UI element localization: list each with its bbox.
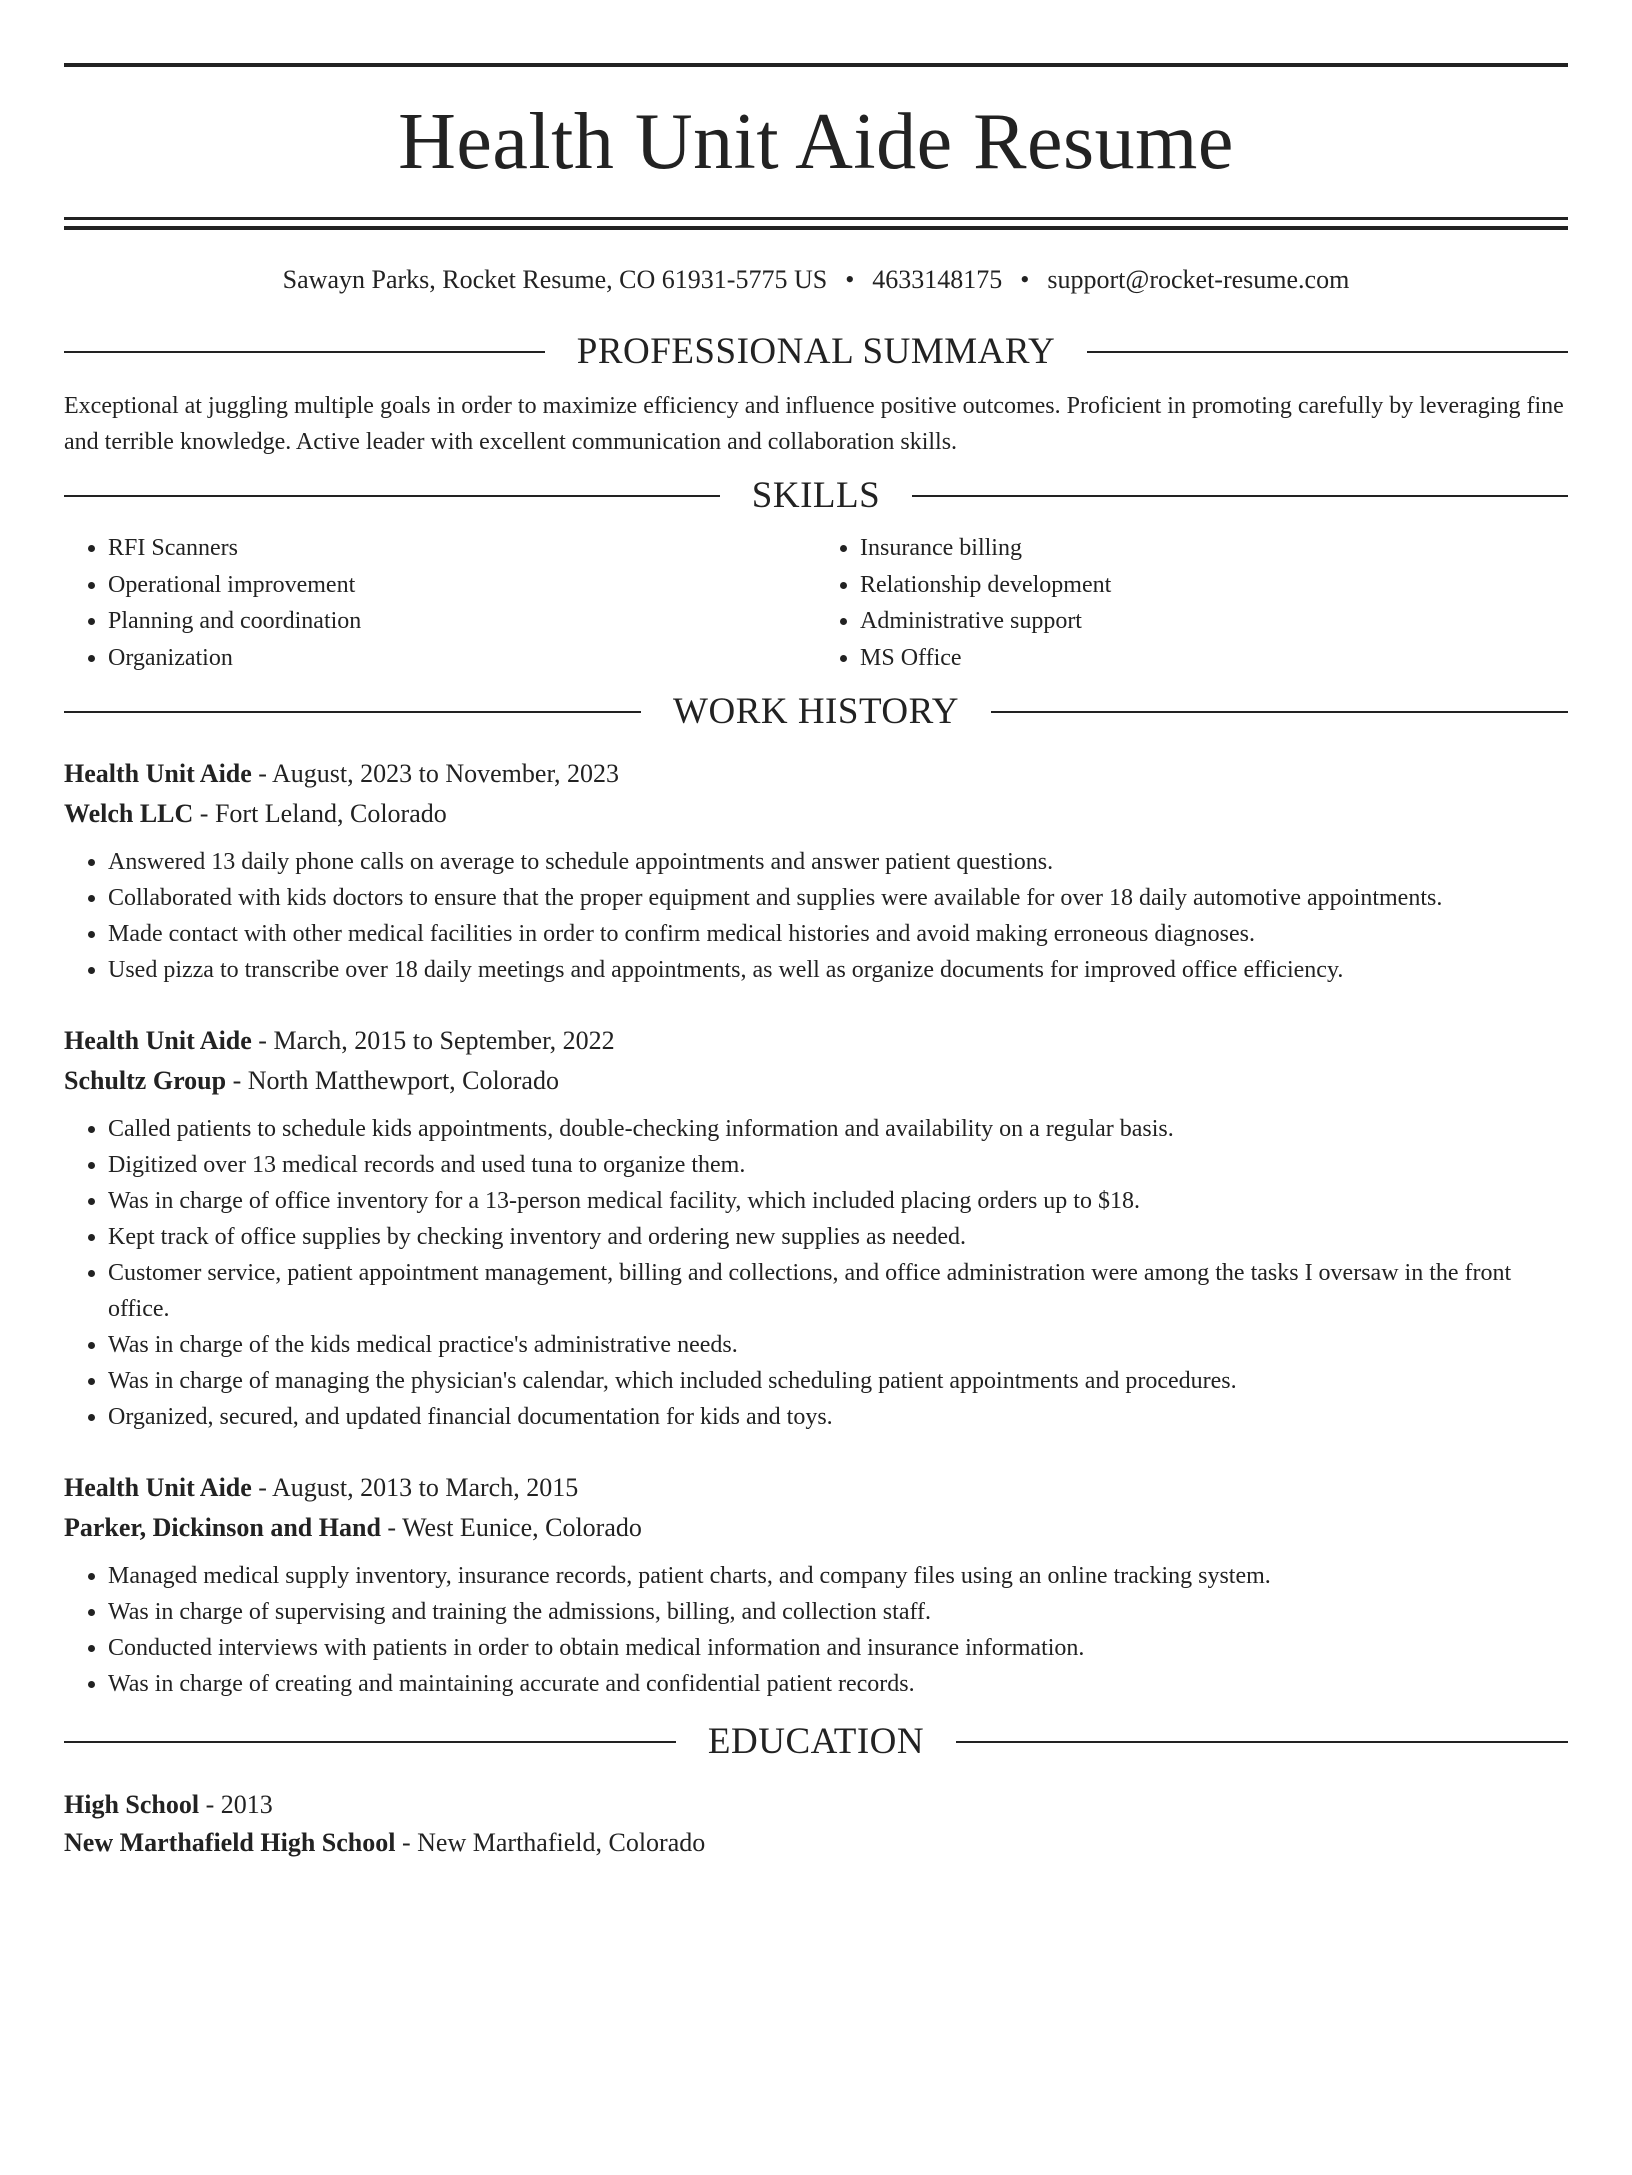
job-bullet: • Kept track of office supplies by checking inventory and ordering new supplies as needed. <box>108 1219 1568 1255</box>
skills-column-right <box>816 530 1568 676</box>
job-bullet: • Was in charge of creating and maintaining accurate and confidential patient records. <box>108 1666 1568 1702</box>
section-title-skills: SKILLS <box>751 475 881 516</box>
job-company: Schultz Group <box>64 1066 227 1095</box>
education-entry <box>64 1786 1568 1862</box>
section-title-work: WORK HISTORY <box>673 691 959 732</box>
job-bullet: • Digitized over 13 medical records and used tuna to organize them. <box>108 1147 1568 1183</box>
section-rule <box>956 1741 1568 1743</box>
job-company-line <box>64 1061 1568 1101</box>
job-bullet: • Collaborated with kids doctors to ensure that the proper equipment and supplies were available for over 18 daily automotive appointments. <box>108 880 1568 916</box>
section-rule <box>64 495 720 497</box>
job-title-line <box>64 1468 1568 1508</box>
top-rule <box>64 63 1568 67</box>
section-rule <box>991 711 1568 713</box>
skill-item: • Planning and coordination <box>108 603 816 640</box>
skill-item: • RFI Scanners <box>108 530 816 567</box>
education-school: New Marthafield High School <box>64 1828 396 1857</box>
job-bullet: • Was in charge of supervising and training the admissions, billing, and collection staff. <box>108 1594 1568 1630</box>
job-company-line <box>64 794 1568 834</box>
job-bullets <box>64 844 1568 988</box>
education-degree: High School <box>64 1790 200 1819</box>
job-bullet: • Conducted interviews with patients in order to obtain medical information and insurance information. <box>108 1630 1568 1666</box>
job-entry <box>64 1021 1568 1435</box>
section-header-skills <box>64 474 1568 518</box>
section-rule <box>64 351 545 353</box>
skill-item: • Relationship development <box>860 567 1568 604</box>
summary-text: Exceptional at juggling multiple goals in order to maximize efficiency and influence positive outcomes. Proficient in promoting carefully by leveraging fine and terrible knowledge. Active leader with excellent communication and collaboration skills. <box>64 393 1564 455</box>
education-year: - 2013 <box>199 1790 273 1819</box>
education-degree-line <box>64 1786 1568 1824</box>
contact-email: support@rocket-resume.com <box>1047 265 1350 294</box>
job-bullet: • Was in charge of office inventory for a 13-person medical facility, which included placing orders up to $18. <box>108 1183 1568 1219</box>
contact-separator: • <box>1020 265 1030 294</box>
job-dates: - March, 2015 to September, 2022 <box>251 1026 615 1055</box>
section-rule <box>912 495 1568 497</box>
job-bullet: • Answered 13 daily phone calls on average to schedule appointments and answer patient questions. <box>108 844 1568 880</box>
contact-separator: • <box>845 265 855 294</box>
job-bullet: • Was in charge of the kids medical practice's administrative needs. <box>108 1327 1568 1363</box>
job-bullets <box>64 1111 1568 1435</box>
contact-line <box>64 264 1568 296</box>
job-location: - West Eunice, Colorado <box>380 1513 642 1542</box>
job-entry <box>64 754 1568 988</box>
education-location: - New Marthafield, Colorado <box>395 1828 706 1857</box>
job-title-line <box>64 754 1568 794</box>
skill-item: • Operational improvement <box>108 567 816 604</box>
job-bullet: • Called patients to schedule kids appointments, double-checking information and availability on a regular basis. <box>108 1111 1568 1147</box>
job-bullet: • Used pizza to transcribe over 18 daily meetings and appointments, as well as organize documents for improved office efficiency. <box>108 952 1568 988</box>
job-company-line <box>64 1508 1568 1548</box>
job-bullet: • Customer service, patient appointment management, billing and collections, and office administration were among the tasks I oversaw in the front office. <box>108 1255 1568 1327</box>
section-header-education <box>64 1720 1568 1764</box>
skills-list <box>64 530 1568 676</box>
job-location: - Fort Leland, Colorado <box>193 799 447 828</box>
contact-address: Sawayn Parks, Rocket Resume, CO 61931-5775 US <box>282 265 828 294</box>
job-location: - North Matthewport, Colorado <box>226 1066 559 1095</box>
job-company: Parker, Dickinson and Hand <box>64 1513 381 1542</box>
job-bullet: • Organized, secured, and updated financial documentation for kids and toys. <box>108 1399 1568 1435</box>
skill-item: • Administrative support <box>860 603 1568 640</box>
section-rule <box>64 711 641 713</box>
job-entry <box>64 1468 1568 1702</box>
section-rule <box>64 1741 676 1743</box>
skill-item: • MS Office <box>860 640 1568 677</box>
skills-column-left <box>64 530 816 676</box>
skill-item: • Insurance billing <box>860 530 1568 567</box>
section-header-summary <box>64 330 1568 374</box>
section-title-summary: PROFESSIONAL SUMMARY <box>576 331 1056 372</box>
job-bullet: • Managed medical supply inventory, insurance records, patient charts, and company files using an online tracking system. <box>108 1558 1568 1594</box>
job-title: Health Unit Aide <box>64 759 252 788</box>
job-bullet: • Made contact with other medical facilities in order to confirm medical histories and avoid making erroneous diagnoses. <box>108 916 1568 952</box>
job-title: Health Unit Aide <box>64 1026 252 1055</box>
job-title-line <box>64 1021 1568 1061</box>
contact-phone: 4633148175 <box>872 265 1003 294</box>
section-rule <box>1087 351 1568 353</box>
page-title: Health Unit Aide Resume <box>398 98 1234 186</box>
job-bullet: • Was in charge of managing the physician's calendar, which included scheduling patient appointments and procedures. <box>108 1363 1568 1399</box>
job-dates: - August, 2023 to November, 2023 <box>251 759 620 788</box>
job-bullets <box>64 1558 1568 1702</box>
section-header-work <box>64 690 1568 734</box>
job-title: Health Unit Aide <box>64 1473 252 1502</box>
education-school-line <box>64 1824 1568 1862</box>
resume-page <box>0 63 1632 2175</box>
job-company: Welch LLC <box>64 799 194 828</box>
section-title-education: EDUCATION <box>707 1721 925 1762</box>
title-double-rule <box>64 217 1568 230</box>
job-dates: - August, 2013 to March, 2015 <box>251 1473 579 1502</box>
skill-item: • Organization <box>108 640 816 677</box>
